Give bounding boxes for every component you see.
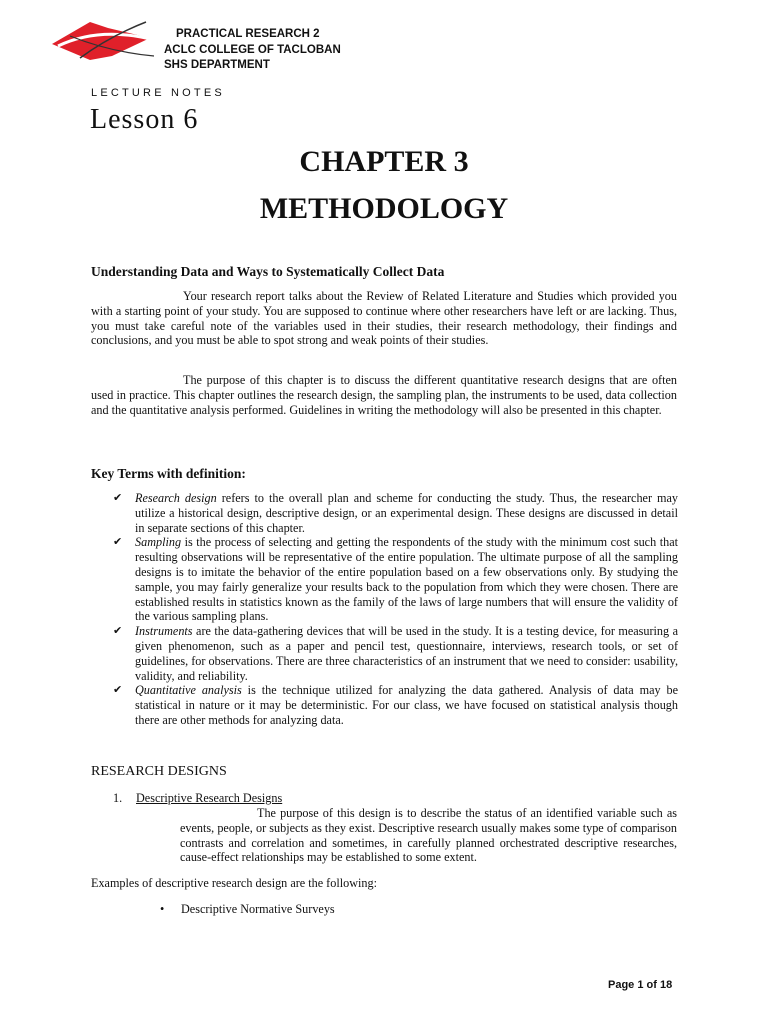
definition: refers to the overall plan and scheme for conducting the study. Thus, the researcher may utilize a historical design, descriptive design, or an experimental design. These designs are discussed in detail in separate sections of this chapter. (135, 491, 678, 535)
definition: is the technique utilized for analyzing the data gathered. Analysis of data may be statistical in nature or it may be deterministic. For our class, we have focused on statistical analysis though there are other methods for analyzing data. (135, 683, 679, 727)
list-item (113, 624, 678, 683)
key-terms-heading: Key Terms with definition: (91, 466, 246, 481)
paragraph-text: The purpose of this chapter is to discuss the different quantitative research designs that are often used in practice. This chapter outlines the research design, the sampling plan, the instruments to be used, data collection and the quantitative analysis performed. Guidelines in writing the methodology will also be presented in this chapter. (91, 373, 677, 417)
term: Research design (135, 491, 217, 505)
item-title: Descriptive Research Designs (136, 791, 283, 805)
term: Sampling (135, 535, 182, 550)
chapter-number: CHAPTER 3 (299, 145, 469, 178)
examples-intro: Examples of descriptive research design are the following: (91, 876, 377, 890)
checkmark-icon: ✔ (113, 535, 123, 549)
header-line1: PRACTICAL RESEARCH 2 (176, 28, 320, 40)
intro-paragraph-1 (91, 289, 677, 348)
bullet-text: Descriptive Normative Surveys (181, 902, 335, 916)
item-number: 1. (113, 791, 123, 805)
bullet-item (160, 902, 335, 917)
definition: are the data-gathering devices that will be used in the study. It is a testing device, for measuring a given phenomenon, such as a paper and pencil test, questionnaire, interviews, research tools, or set of guidelines, for observations. There are three characteristics of an instrument that we need to consider: usability, validity, and reliability. (135, 624, 678, 683)
header-line2: ACLC COLLEGE OF TACLOBAN (164, 44, 341, 56)
descriptive-design-paragraph (180, 806, 677, 865)
list-item (113, 683, 678, 727)
list-item (113, 535, 678, 624)
term: Quantitative analysis (135, 683, 242, 698)
section-heading: Understanding Data and Ways to Systematically Collect Data (91, 264, 445, 279)
checkmark-icon: ✔ (113, 624, 123, 638)
page-number: Page 1 of 18 (608, 979, 673, 991)
lecture-notes-label: LECTURE NOTES (91, 87, 225, 99)
paragraph-text: The purpose of this design is to describe the status of an identified variable such as events, people, or subjects as they exist. Descriptive research usually makes some type of comparison contrasts and correlation and sometimes, in carefully planned orchestrated descriptive researches, cause-effect relationships may be established to some extent. (180, 806, 677, 865)
lesson-title: Lesson 6 (90, 104, 199, 135)
chapter-title: METHODOLOGY (259, 192, 509, 225)
list-item (113, 491, 678, 535)
intro-paragraph-2 (91, 373, 677, 417)
paragraph-text: Your research report talks about the Review of Related Literature and Studies which provided you with a starting point of your study. You are supposed to continue where other researchers have left or are lacking. Thus, you must take careful note of the variables used in their studies, their research methodology, their findings and conclusions, and you must be able to spot strong and weak points of their studies. (91, 289, 677, 348)
definition: is the process of selecting and getting the respondents of the study with the minimum cost such that resulting observations will be representative of the entire population. The ultimate purpose of all the sampling designs is to imitate the behavior of the entire population based on a few observations only. By studying the sample, you may fairly generalize your results back to the population from which they were chosen. There are established results in statistics known as the family of the laws of large numbers that will ensure the validity of the various sampling plans. (135, 535, 678, 624)
term: Instruments (135, 624, 193, 639)
checkmark-icon: ✔ (113, 491, 123, 504)
numbered-item (113, 791, 282, 806)
header-line3: SHS DEPARTMENT (164, 59, 270, 71)
key-terms-list (113, 491, 678, 728)
bullet-icon: • (160, 902, 165, 916)
college-logo (50, 16, 160, 64)
checkmark-icon: ✔ (113, 683, 123, 697)
research-designs-heading: RESEARCH DESIGNS (91, 764, 227, 779)
